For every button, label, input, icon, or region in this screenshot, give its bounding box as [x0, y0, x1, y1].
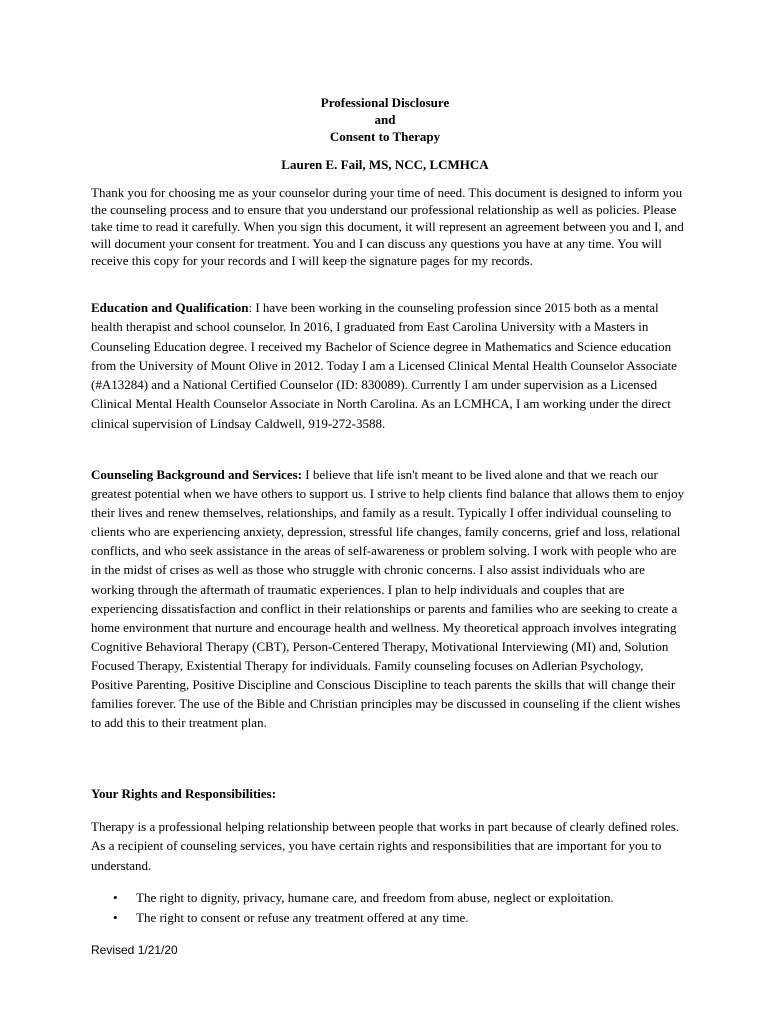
- intro-paragraph: Thank you for choosing me as your counselor during your time of need. This document is designed to inform you the counseling process and to ensure that you understand our professional relationship as well as policies. Please take time to read it carefully. When you sign this document, it will represent an agreement between you and I, and will document your consent for treatment. You and I can discuss any questions you have at any time. You will receive this copy for your records and I will keep the signature pages for my records.: [91, 185, 684, 268]
- rights-bullet-list: [91, 888, 691, 928]
- rights-heading: Your Rights and Responsibilities:: [91, 786, 277, 801]
- bullet-text: The right to dignity, privacy, humane care, and freedom from abuse, neglect or exploitation.: [136, 890, 614, 905]
- bullet-icon: •: [113, 890, 118, 905]
- education-body: : I have been working in the counseling profession since 2015 both as a mental health therapist and school counselor. In 2016, I graduated from East Carolina University with a Masters in Counseling Education degree. I received my Bachelor of Science degree in Mathematics and Science education from the University of Mount Olive in 2012. Today I am a Licensed Clinical Mental Health Counselor Associate (#A13284) and a National Certified Counselor (ID: 830089). Currently I am under supervision as a Licensed Clinical Mental Health Counselor Associate in North Carolina. As an LCMHCA, I am working under the direct clinical supervision of Lindsay Caldwell, 919-272-3588.: [91, 300, 677, 431]
- background-heading: Counseling Background and Services:: [91, 467, 303, 482]
- rights-paragraph: Therapy is a professional helping relationship between people that works in part because of clearly defined roles. As a recipient of counseling services, you have certain rights and responsibilities that are important for you to understand.: [91, 819, 680, 873]
- bullet-text: The right to consent or refuse any treatment offered at any time.: [136, 910, 469, 925]
- background-paragraph: [91, 465, 687, 732]
- author-line: Lauren E. Fail, MS, NCC, LCMHCA: [281, 157, 489, 172]
- bullet-icon: •: [113, 910, 118, 925]
- document-title: [0, 94, 770, 145]
- title-line-1: Professional Disclosure: [320, 95, 450, 110]
- education-paragraph: [91, 298, 687, 433]
- revision-footer: Revised 1/21/20: [91, 943, 178, 957]
- list-item: [91, 888, 691, 908]
- title-line-2: and: [374, 112, 396, 127]
- education-heading: Education and Qualification: [91, 300, 249, 315]
- background-body: I believe that life isn't meant to be lived alone and that we reach our greatest potential when we have others to support us. I strive to help clients find balance that allows them to enjoy their lives and renew themselves, relationships, and family as a result. Typically I offer individual counseling to clients who are experiencing anxiety, depression, stressful life changes, family concerns, grief and loss, relational conflicts, and who seek assistance in the areas of self-awareness or problem solving. I work with people who are in the midst of crises as well as those who struggle with chronic concerns. I also assist individuals who are working through the aftermath of traumatic experiences. I plan to help individuals and couples that are experiencing dissatisfaction and conflict in their relationships or parents and families who are seeking to create a home environment that nurture and encourage health and wellness. My theoretical approach involves integrating Cognitive Behavioral Therapy (CBT), Person-Centered Therapy, Motivational Interviewing (MI) and, Solution Focused Therapy, Existential Therapy for individuals. Family counseling focuses on Adlerian Psychology, Positive Parenting, Positive Discipline and Conscious Discipline to teach parents the skills that will change their families forever. The use of the Bible and Christian principles may be discussed in counseling if the client wishes to add this to their treatment plan.: [91, 467, 685, 731]
- title-line-3: Consent to Therapy: [329, 129, 441, 144]
- list-item: [91, 908, 691, 928]
